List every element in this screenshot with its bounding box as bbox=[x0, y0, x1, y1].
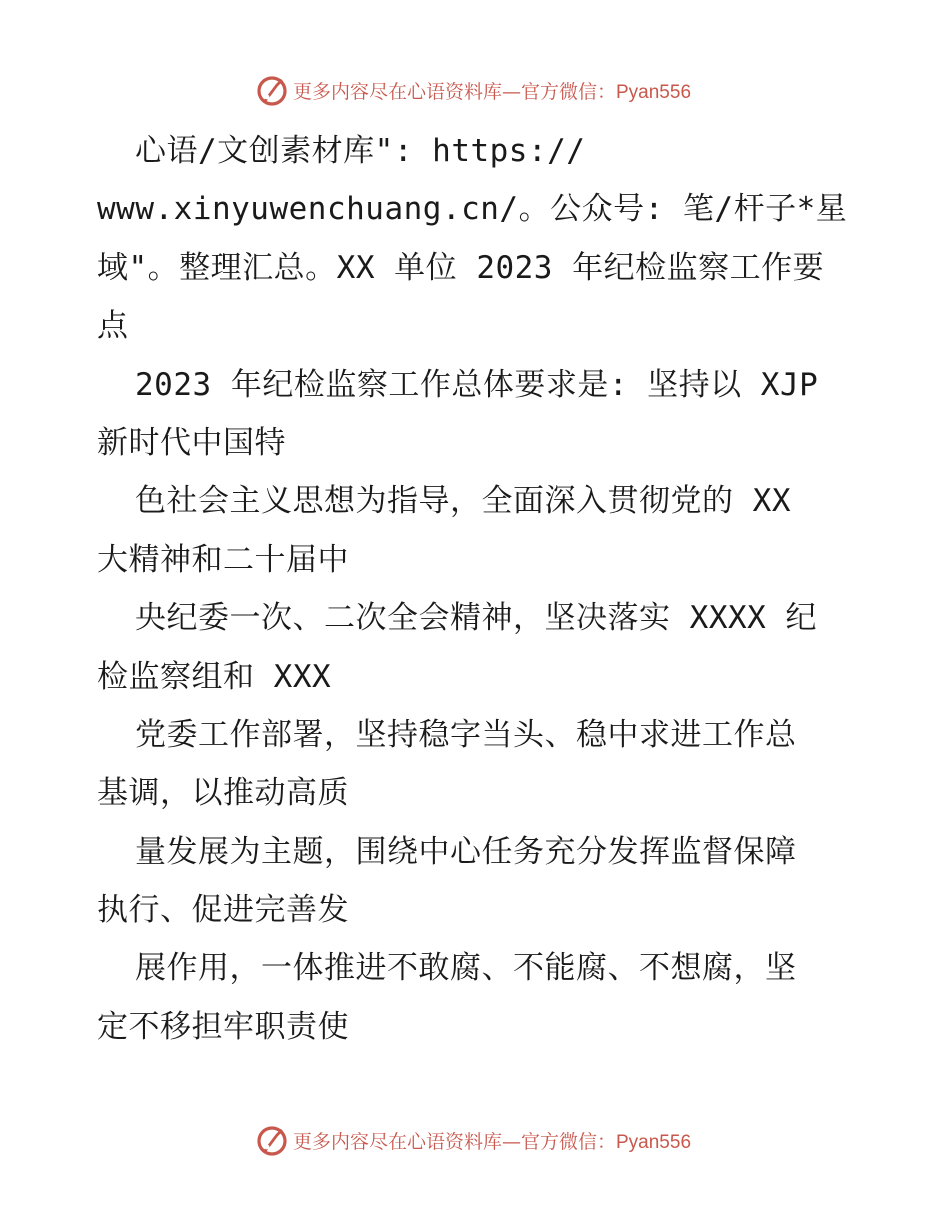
text-line: 基调，以推动高质 bbox=[97, 775, 349, 812]
header-banner bbox=[0, 70, 950, 110]
header-banner-text bbox=[293, 77, 691, 104]
text-line: www.xinyuwenchuang.cn/。公众号: 笔/杆子*星 bbox=[97, 191, 848, 228]
pen-logo-icon bbox=[255, 1123, 289, 1157]
footer-banner bbox=[0, 1120, 950, 1160]
text-line: 党委工作部署，坚持稳字当头、稳中求进工作总 bbox=[135, 716, 797, 753]
text-line: 新时代中国特 bbox=[97, 424, 286, 461]
text-line: 执行、促进完善发 bbox=[97, 892, 349, 929]
text-line: 大精神和二十届中 bbox=[97, 541, 349, 578]
footer-banner-inner bbox=[255, 1123, 691, 1157]
text-line: 展作用，一体推进不敢腐、不能腐、不想腐，坚 bbox=[135, 950, 797, 987]
document-body bbox=[97, 122, 857, 1056]
text-line: 检监察组和 XXX bbox=[97, 658, 332, 695]
header-banner-wechat-label: 官方微信： bbox=[520, 80, 616, 103]
header-banner-wechat-id: Pyan556 bbox=[616, 81, 692, 103]
header-banner-slogan: 更多内容尽在心语资料库 bbox=[292, 80, 502, 103]
text-line: 2023 年纪检监察工作总体要求是: 坚持以 XJP bbox=[135, 366, 819, 403]
header-banner-inner bbox=[255, 73, 691, 107]
text-line: 心语/文创素材库": https:// bbox=[135, 133, 586, 169]
header-banner-separator: — bbox=[501, 80, 521, 103]
text-line: 点 bbox=[97, 308, 129, 345]
text-line: 定不移担牢职责使 bbox=[97, 1008, 349, 1045]
footer-banner-slogan: 更多内容尽在心语资料库 bbox=[292, 1130, 502, 1153]
footer-banner-separator: — bbox=[501, 1130, 521, 1153]
text-line: 色社会主义思想为指导，全面深入贯彻党的 XX bbox=[135, 483, 791, 520]
footer-banner-wechat-id: Pyan556 bbox=[616, 1131, 692, 1153]
text-line: 量发展为主题，围绕中心任务充分发挥监督保障 bbox=[135, 833, 797, 870]
text-line: 央纪委一次、二次全会精神，坚决落实 XXXX 纪 bbox=[135, 600, 817, 637]
footer-banner-wechat-label: 官方微信： bbox=[520, 1130, 616, 1153]
footer-banner-text bbox=[293, 1127, 691, 1154]
pen-logo-icon bbox=[255, 73, 289, 107]
text-line: 域"。整理汇总。XX 单位 2023 年纪检监察工作要 bbox=[97, 249, 825, 286]
